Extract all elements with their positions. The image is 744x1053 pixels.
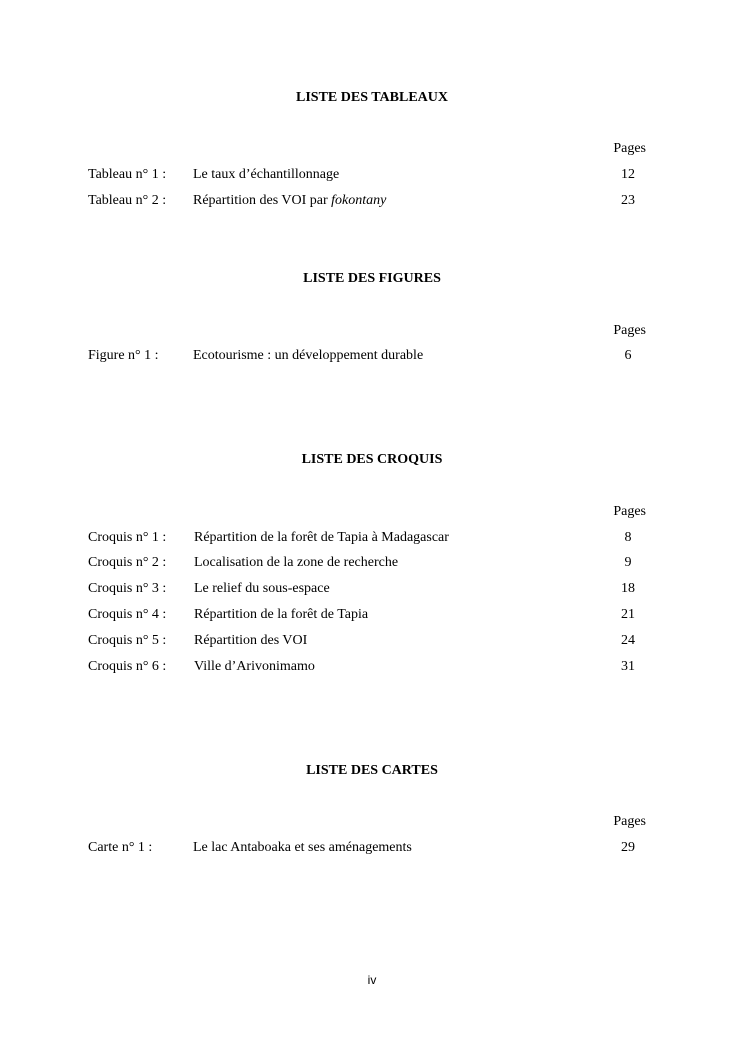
tableau-2-title-main: Répartition des VOI par — [193, 193, 332, 208]
croquis-6-title: Ville d’Arivonimamo — [194, 659, 315, 674]
pages-column-header: Pages — [613, 814, 646, 829]
tableau-2-label: Tableau n° 2 : — [88, 193, 167, 208]
carte-1-page: 29 — [621, 840, 635, 855]
croquis-1-title: Répartition de la forêt de Tapia à Madagascar — [194, 530, 449, 545]
croquis-3-label: Croquis n° 3 : — [88, 581, 167, 596]
pages-column-header: Pages — [613, 504, 646, 519]
heading-liste-croquis: LISTE DES CROQUIS — [301, 452, 443, 467]
tableau-1-page: 12 — [621, 167, 635, 182]
figure-1-title: Ecotourisme : un développement durable — [193, 348, 424, 363]
croquis-2-label: Croquis n° 2 : — [88, 555, 167, 570]
tableau-2-title-italic: fokontany — [331, 193, 387, 208]
heading-liste-tableaux: LISTE DES TABLEAUX — [296, 90, 448, 105]
croquis-4-page: 21 — [621, 607, 635, 622]
croquis-2-title: Localisation de la zone de recherche — [194, 555, 399, 570]
tableau-2-page: 23 — [621, 193, 635, 208]
figure-1-page: 6 — [624, 348, 632, 363]
croquis-1-page: 8 — [624, 530, 632, 545]
pages-column-header: Pages — [613, 323, 646, 338]
croquis-5-title: Répartition des VOI — [194, 633, 308, 648]
tableau-1-title: Le taux d’échantillonnage — [193, 167, 340, 182]
heading-liste-figures: LISTE DES FIGURES — [303, 271, 441, 286]
pages-column-header: Pages — [613, 141, 646, 156]
croquis-2-page: 9 — [624, 555, 632, 570]
figure-1-label: Figure n° 1 : — [88, 348, 159, 363]
tableau-1-label: Tableau n° 1 : — [88, 167, 167, 182]
tableau-2-title — [193, 193, 386, 209]
croquis-4-label: Croquis n° 4 : — [88, 607, 167, 622]
carte-1-title: Le lac Antaboaka et ses aménagements — [193, 840, 412, 855]
croquis-4-title: Répartition de la forêt de Tapia — [194, 607, 369, 622]
croquis-5-label: Croquis n° 5 : — [88, 633, 167, 648]
heading-liste-cartes: LISTE DES CARTES — [306, 763, 438, 778]
page-number: iv — [367, 973, 377, 987]
croquis-3-title: Le relief du sous-espace — [194, 581, 330, 596]
croquis-3-page: 18 — [621, 581, 635, 596]
carte-1-label: Carte n° 1 : — [88, 840, 153, 855]
croquis-1-label: Croquis n° 1 : — [88, 530, 167, 545]
croquis-6-page: 31 — [621, 659, 635, 674]
croquis-5-page: 24 — [621, 633, 635, 648]
croquis-6-label: Croquis n° 6 : — [88, 659, 167, 674]
